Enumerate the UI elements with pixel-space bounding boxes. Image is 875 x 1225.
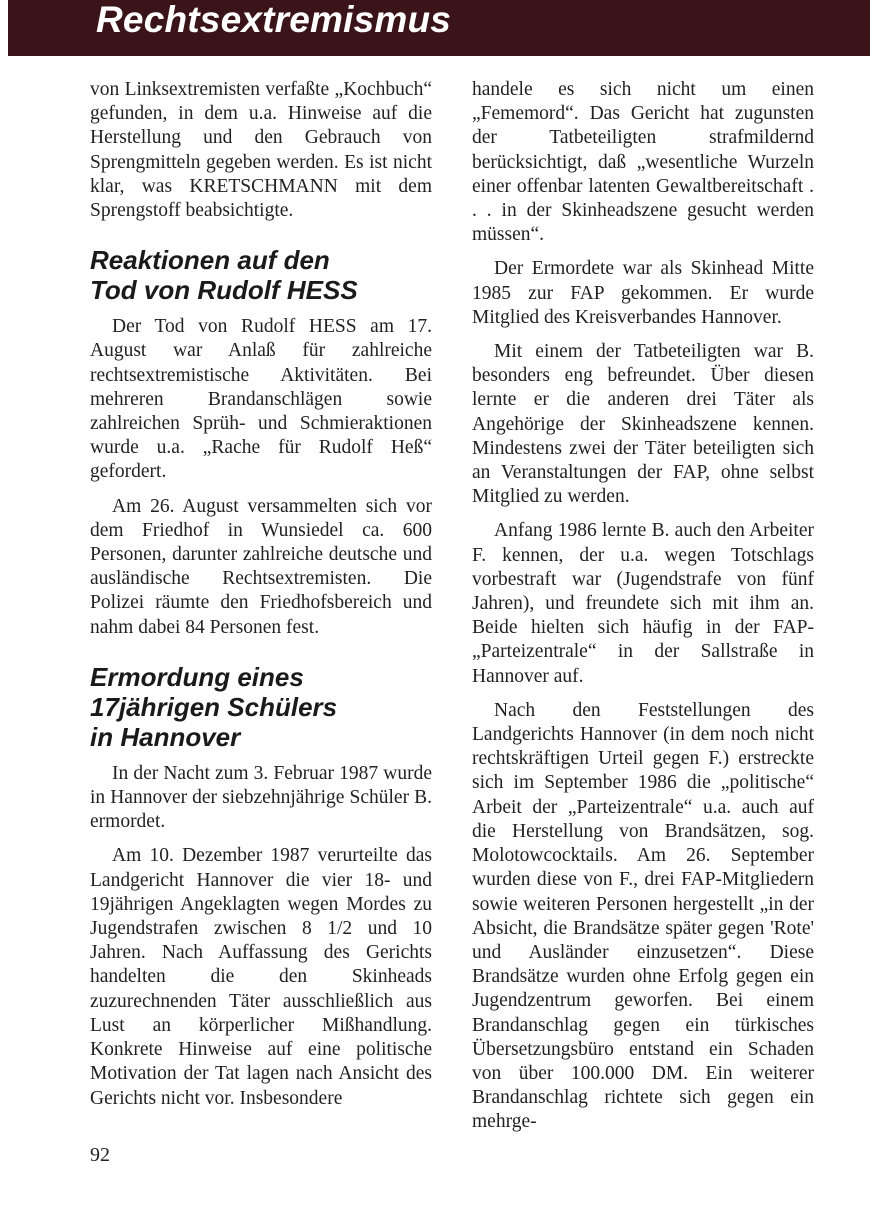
murder-paragraph-2: Am 10. Dezember 1987 verurteilte das Landgericht Hannover die vier 18- und 19jährigen Angeklagten wegen Mordes zu Jugendstrafen zwischen 8 1/2 und 10 Jahren. Nach Auffassung des Gerichts handelten die den Skinheads zuzurechnenden Täter ausschließlich aus Lust an körperlicher Mißhandlung. Konkrete Hinweise auf eine politische Motivation der Tat lagen nach Ansicht des Gerichts nicht vor. Insbesondere (90, 845, 432, 1109)
section-heading-murder-line1: Ermordung eines (90, 661, 304, 692)
right-paragraph-5: Nach den Feststellungen des Landgerichts Hannover (in dem noch nicht rechtskräftigen Urteil gegen F.) erstreckte sich im September 1986 die „politische“ Arbeit der „Parteizentrale“ u.a. auch auf die Herstellung von Brandsätzen, sog. Molotowcocktails. Am 26. September wurden diese von F., drei FAP-Mitgliedern sowie weiteren Personen hergestellt „in der Absicht, die Brandsätze später gegen 'Rote' und Ausländer einzusetzen“. Diese Brandsätze wurden ohne Erfolg gegen ein Jugendzentrum geworfen. Bei einem Brandanschlag gegen ein türkisches Übersetzungsbüro entstand ein Schaden von über 100.000 DM. Ein weiterer Brandanschlag richtete sich gegen ein mehrge- (472, 699, 814, 1133)
right-paragraph-2: Der Ermordete war als Skinhead Mitte 1985 zur FAP gekommen. Er wurde Mitglied des Kreisverbandes Hannover. (472, 258, 814, 328)
section-heading-murder-line3: in Hannover (90, 721, 241, 752)
right-paragraph-3: Mit einem der Tatbeteiligten war B. besonders eng befreundet. Über diesen lernte er die anderen drei Täter als Angehörige der Skinheadszene kennen. Mindestens zwei der Täter beteiligten sich an Veranstaltungen der FAP, ohne selbst Mitglied zu werden. (472, 341, 814, 508)
chapter-header-bar (8, 0, 870, 56)
murder-paragraph-1: In der Nacht zum 3. Februar 1987 wurde in Hannover der siebzehnjährige Schüler B. ermordet. (90, 762, 432, 833)
left-column (90, 78, 432, 1121)
page-number: 92 (90, 1144, 110, 1166)
section-heading-murder (90, 662, 432, 752)
right-paragraph-1: handele es sich nicht um einen „Fememord“. Das Gericht hat zugunsten der Tatbeteiligten strafmildernd berücksichtigt, daß „wesentliche Wurzeln einer offenbar latenten Gewaltbereitschaft . . . in der Skinheadszene gesucht werden müssen“. (472, 79, 814, 246)
section-heading-hess-line2: Tod von Rudolf HESS (90, 275, 358, 306)
intro-paragraph: von Linksextremisten verfaßte „Kochbuch“ gefunden, in dem u.a. Hinweise auf die Herstellung und den Gebrauch von Sprengmitteln gegeben werden. Es ist nicht klar, was KRETSCHMANN mit dem Sprengstoff beabsichtigte. (90, 79, 432, 222)
hess-paragraph-1: Der Tod von Rudolf HESS am 17. August war Anlaß für zahlreiche rechtsextremistische Aktivitäten. Bei mehreren Brandanschlägen sowie zahlreichen Sprüh- und Schmieraktionen wurde u.a. „Rache für Rudolf Heß“ gefordert. (90, 316, 432, 483)
right-paragraph-4: Anfang 1986 lernte B. auch den Arbeiter F. kennen, der u.a. wegen Totschlags vorbestraft war (Jugendstrafe von fünf Jahren), und freundete sich mit ihm an. Beide hielten sich häufig in der FAP-„Parteizentrale“ in der Sallstraße in Hannover auf. (472, 520, 814, 687)
section-heading-murder-line2: 17jährigen Schülers (90, 691, 338, 722)
chapter-title: Rechtsextremismus (96, 0, 452, 40)
hess-paragraph-2: Am 26. August versammelten sich vor dem Friedhof in Wunsiedel ca. 600 Personen, darunter zahlreiche deutsche und ausländische Rechtsextremisten. Die Polizei räumte den Friedhofsbereich und nahm dabei 84 Personen fest. (90, 495, 432, 638)
right-column (472, 78, 814, 1145)
section-heading-hess-line1: Reaktionen auf den (90, 245, 330, 276)
section-heading-hess (90, 245, 432, 305)
